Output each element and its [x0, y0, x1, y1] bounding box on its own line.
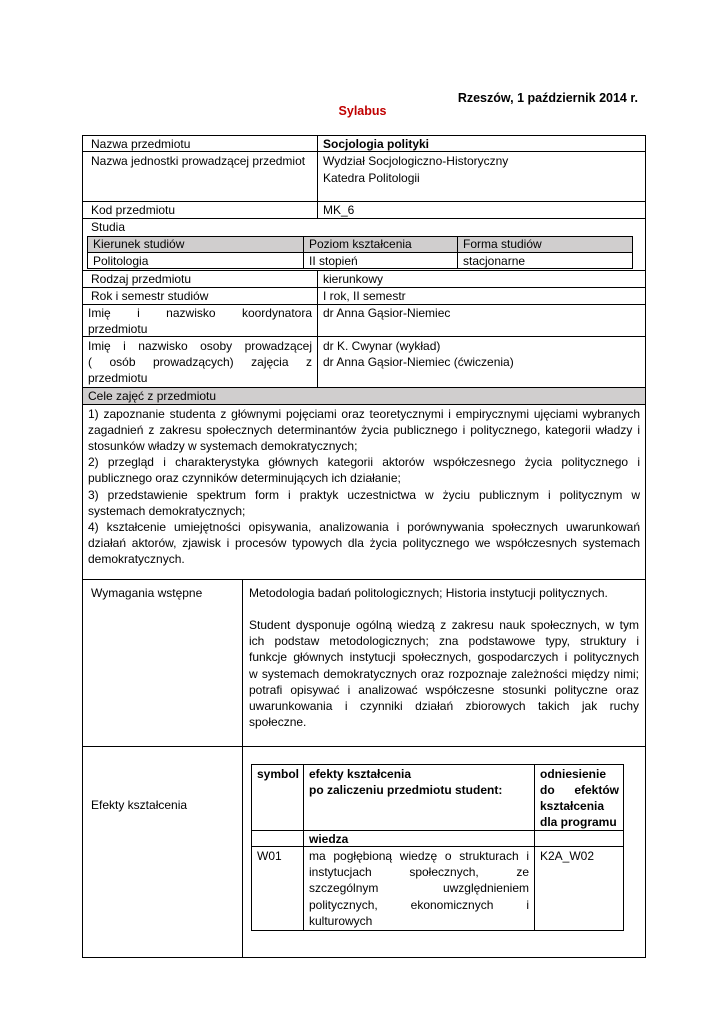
goals-line: zagadnień z zakresu społecznych determinantów życia publicznego i politycznego, kategorii władzy i	[88, 423, 640, 437]
requirements-line: ich podstaw metodologicznych; zna podstawowe typy, struktury i	[249, 634, 639, 648]
goals-line: 1) zapoznanie studenta z głównymi pojęciami oraz teoretycznymi i empirycznymi ujęciami wybranych	[88, 407, 640, 421]
requirements-line: potrafi opisywać i analizować współczesne stosunki polityczne oraz	[249, 683, 639, 697]
goals-line: 3) przedstawienie spektrum form i praktyk uczestnictwa w życiu publicznym i politycznym w	[88, 488, 640, 502]
studies-value-field: Politologia	[93, 254, 149, 268]
course-name-label: Nazwa przedmiotu	[91, 137, 191, 151]
requirements-line: Student dysponuje ogólną wiedzą z zakresu nauk społecznych, w tym	[249, 618, 639, 632]
course-name-value: Socjologia polityki	[323, 137, 430, 151]
outcome-reference: K2A_W02	[540, 849, 595, 863]
coordinator-label-line2: przedmiotu	[88, 322, 148, 336]
code-label: Kod przedmiotu	[91, 203, 176, 217]
unit-label: Nazwa jednostki prowadzącej przedmiot	[91, 154, 306, 168]
requirements-line: w systemach demokratycznych oraz rozpoznaje zależności między nimi;	[249, 667, 639, 681]
goals-line: 4) kształcenie umiejętności opisywania, analizowania i porównywania społecznych uwarunkowań	[88, 520, 640, 534]
coordinator-label-line1: Imię i nazwisko koordynatora	[88, 306, 312, 320]
outcomes-label: Efekty kształcenia	[91, 798, 188, 812]
teacher-value-classes: dr Anna Gąsior-Niemiec (ćwiczenia)	[323, 355, 514, 369]
goals-line: publicznego oraz czynników determinujących ich działanie;	[88, 471, 401, 485]
outcome-symbol: W01	[257, 849, 282, 863]
type-value: kierunkowy	[323, 272, 384, 286]
studies-header-field: Kierunek studiów	[93, 237, 185, 251]
unit-value-faculty: Wydział Socjologiczno-Historyczny	[323, 154, 509, 168]
goals-line: działań aktorów, zjawisk i procesów typowych dla życia politycznego we współczesnych systemach	[88, 536, 640, 550]
requirements-line: funkcje głównych instytucji społecznych, gospodarczych i politycznych	[249, 650, 639, 664]
requirements-courses: Metodologia badań politologicznych; Historia instytucji politycznych.	[249, 586, 608, 600]
year-value: I rok, II semestr	[323, 289, 406, 303]
goals-line: systemach demokratycznych;	[88, 504, 246, 518]
teacher-label-line3: przedmiotu	[88, 371, 148, 385]
unit-value-department: Katedra Politologii	[323, 171, 420, 185]
outcomes-header-effects: efekty kształcenia	[309, 767, 412, 781]
document-date: Rzeszów, 1 październik 2014 r.	[457, 91, 638, 105]
outcome-text-line: ma pogłębioną wiedzę o strukturach i	[309, 849, 529, 863]
studies-header-level: Poziom kształcenia	[309, 237, 412, 251]
year-label: Rok i semestr studiów	[91, 289, 209, 303]
outcomes-section-knowledge: wiedza	[309, 832, 349, 846]
outcome-text-line: kulturowych	[309, 914, 373, 928]
outcome-text-line: instytucjach społecznych, ze	[309, 865, 529, 879]
outcomes-header-ref-2: do efektów	[540, 783, 619, 797]
type-label: Rodzaj przedmiotu	[91, 272, 192, 286]
studies-header-form: Forma studiów	[463, 237, 542, 251]
outcomes-header-ref-3: kształcenia	[540, 799, 605, 813]
goals-label: Cele zajęć z przedmiotu	[88, 389, 217, 403]
requirements-line: społeczne.	[249, 715, 307, 729]
goals-line: stosunków władzy w systemach demokratycznych;	[88, 439, 358, 453]
outcomes-header-symbol: symbol	[257, 767, 300, 781]
outcomes-header-ref-4: dla programu	[540, 815, 617, 829]
teacher-label-line1: Imię i nazwisko osoby prowadzącej	[88, 339, 312, 353]
studies-value-level: II stopień	[309, 254, 358, 268]
teacher-label-line2: ( osób prowadzących) zajęcia z	[88, 355, 312, 369]
document-title: Sylabus	[338, 104, 387, 118]
teacher-value-lecture: dr K. Cwynar (wykład)	[323, 339, 441, 353]
goals-line: 2) przegląd i charakterystyka głównych kategorii aktorów współczesnego życia politycznego i	[88, 455, 640, 469]
outcome-text-line: szczególnym uwzględnieniem	[309, 881, 529, 895]
outcome-text-line: politycznych, ekonomicznych i	[309, 898, 529, 912]
studies-label: Studia	[91, 220, 126, 234]
studies-value-form: stacjonarne	[463, 254, 526, 268]
coordinator-value: dr Anna Gąsior-Niemiec	[323, 306, 451, 320]
code-value: MK_6	[323, 203, 355, 217]
requirements-line: uwarunkowania i czynniki działań zbiorowych takich jak ruchy	[249, 699, 639, 713]
goals-line: demokratycznych.	[88, 552, 185, 566]
requirements-label: Wymagania wstępne	[91, 586, 203, 600]
outcomes-header-ref-1: odniesienie	[540, 767, 607, 781]
outcomes-header-effects-sub: po zaliczeniu przedmiotu student:	[309, 783, 503, 797]
